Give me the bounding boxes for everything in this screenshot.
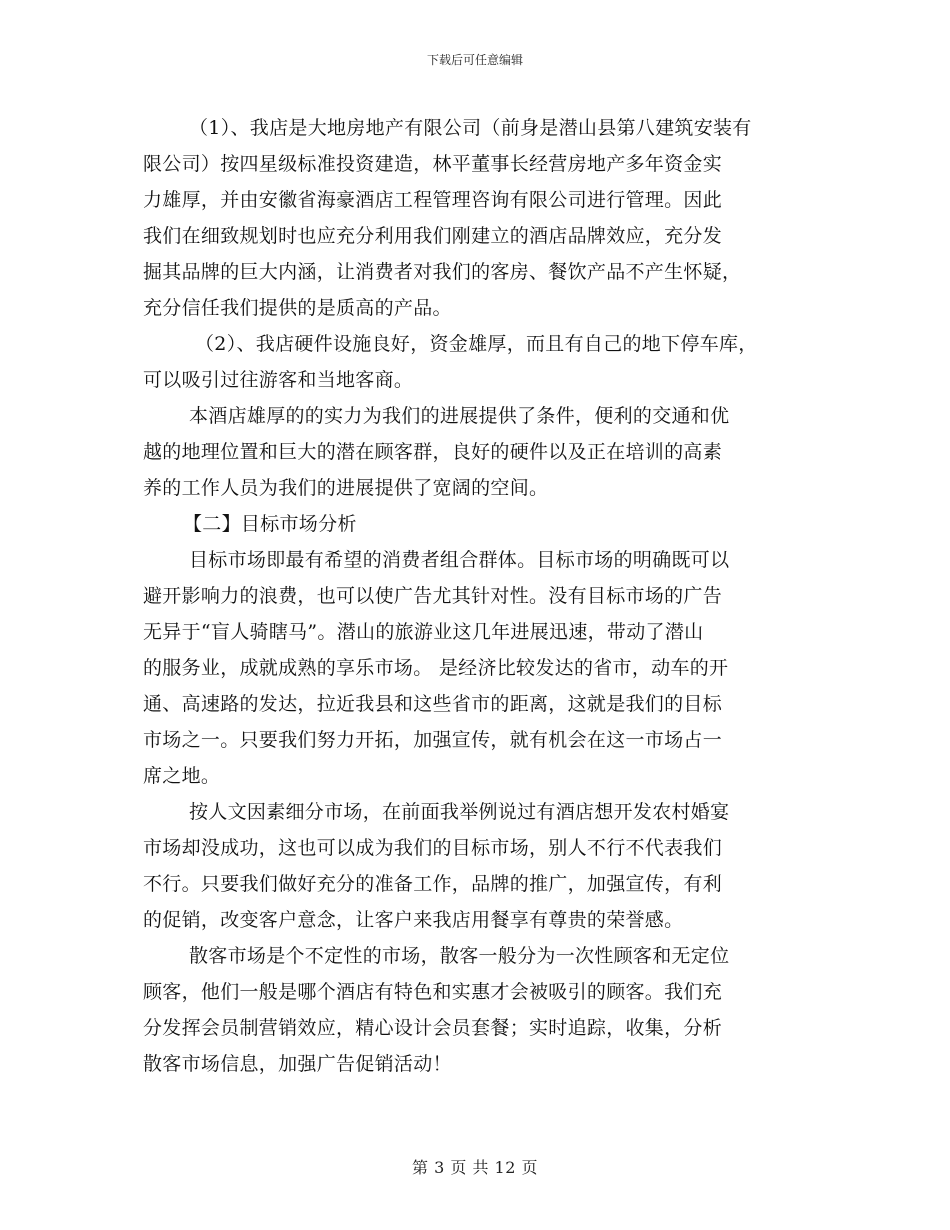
page-header: 下载后可任意编辑 (426, 53, 523, 67)
paragraph-5-line-1: 按人文因素细分市场，在前面我举例说过有酒店想开发农村婚宴 (189, 801, 730, 823)
paragraph-1-line-4: 我们在细致规划时也应充分利用我们刚建立的酒店品牌效应，充分发 (143, 225, 723, 247)
paragraph-5-line-2: 市场却没成功，这也可以成为我们的目标市场，别人不行不代表我们 (143, 837, 723, 859)
paragraph-1-line-5: 掘其品牌的巨大内涵，让消费者对我们的客房、餐饮产品不产生怀疑， (143, 261, 742, 283)
paragraph-3-line-3: 养的工作人员为我们的进展提供了宽阔的空间。 (143, 477, 549, 499)
paragraph-2-line-2: 可以吸引过往游客和当地客商。 (143, 369, 414, 391)
paragraph-3-line-2: 越的地理位置和巨大的潜在顾客群，良好的硬件以及正在培训的高素 (143, 441, 723, 463)
page-footer: 第 3 页 共 12 页 (412, 1158, 538, 1177)
paragraph-5-line-4: 的促销，改变客户意念，让客户来我店用餐享有尊贵的荣誉感。 (143, 909, 684, 931)
paragraph-4-line-2: 避开影响力的浪费，也可以使广告尤其针对性。没有目标市场的广告 (143, 585, 723, 607)
paragraph-1-line-1: （1）、我店是大地房地产有限公司（前身是潜山县第八建筑安装有 (189, 117, 752, 139)
paragraph-6-line-4: 散客市场信息，加强广告促销活动！ (143, 1053, 452, 1075)
paragraph-1-line-3: 力雄厚，并由安徽省海豪酒店工程管理咨询有限公司进行管理。因此 (143, 189, 723, 211)
paragraph-4-line-6: 市场之一。只要我们努力开拓，加强宣传，就有机会在这一市场占一 (143, 729, 723, 751)
paragraph-4-line-1: 目标市场即最有希望的消费者组合群体。目标市场的明确既可以 (189, 549, 730, 571)
paragraph-3-line-1: 本酒店雄厚的的实力为我们的进展提供了条件，便利的交通和优 (189, 405, 730, 427)
paragraph-2-line-1: （2）、我店硬件设施良好，资金雄厚，而且有自己的地下停车库， (195, 333, 758, 355)
paragraph-4-line-5: 通、高速路的发达，拉近我县和这些省市的距离，这就是我们的目标 (143, 693, 723, 715)
paragraph-6-line-2: 顾客，他们一般是哪个酒店有特色和实惠才会被吸引的顾客。我们充 (143, 981, 723, 1003)
section-heading: 【二】目标市场分析 (183, 513, 357, 535)
paragraph-6-line-3: 分发挥会员制营销效应，精心设计会员套餐；实时追踪，收集，分析 (143, 1017, 723, 1039)
paragraph-4-line-7: 席之地。 (143, 765, 221, 787)
paragraph-5-line-3: 不行。只要我们做好充分的准备工作，品牌的推广，加强宣传，有利 (143, 873, 723, 895)
document-body (143, 110, 815, 1082)
paragraph-1-line-2: 限公司）按四星级标准投资建造，林平董事长经营房地产多年资金实 (143, 153, 723, 175)
paragraph-4-line-3: 无异于“盲人骑瞎马”。潜山的旅游业这几年进展迅速，带动了潜山 (143, 621, 704, 643)
paragraph-1-line-6: 充分信任我们提供的是质高的产品。 (143, 297, 452, 319)
paragraph-6-line-1: 散客市场是个不定性的市场，散客一般分为一次性顾客和无定位 (189, 945, 730, 967)
paragraph-4-line-4: 的服务业，成就成熟的享乐市场。 是经济比较发达的省市，动车的开 (143, 657, 729, 679)
